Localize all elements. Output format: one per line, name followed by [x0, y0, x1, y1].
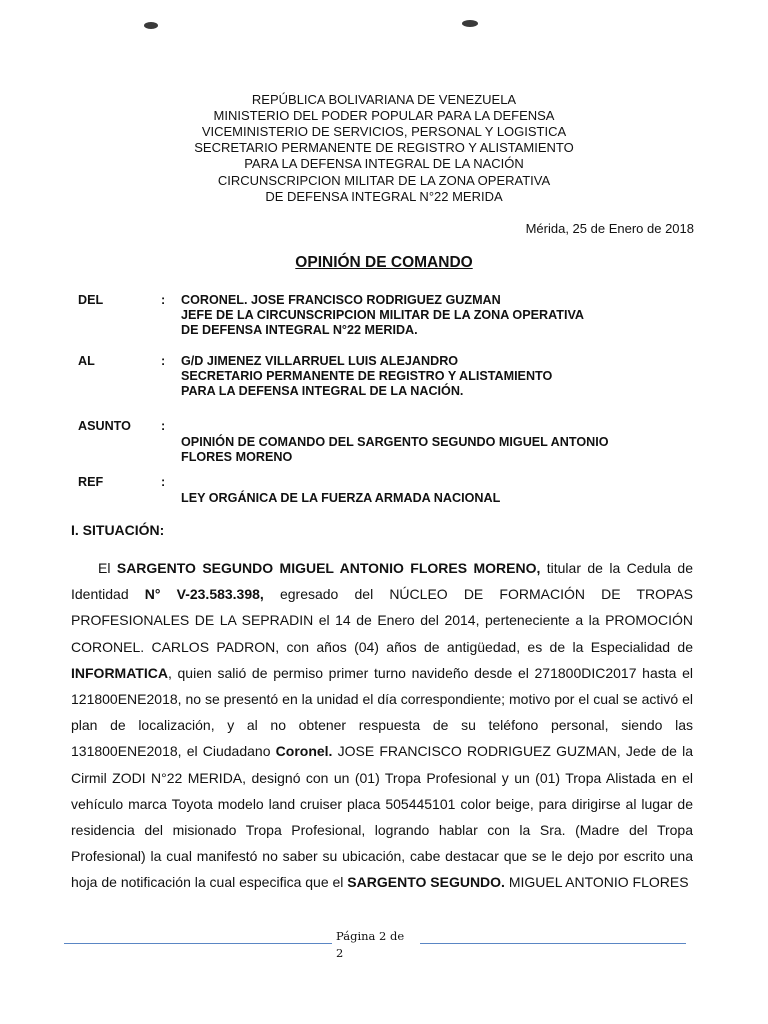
- paragraph-text: titular de la Cedula de Identidad: [71, 560, 693, 603]
- paragraph-bold: SARGENTO SEGUNDO.: [347, 874, 505, 891]
- paragraph-text: MIGUEL ANTONIO FLORES: [504, 874, 689, 891]
- header-line-7: DE DEFENSA INTEGRAL N°22 MERIDA: [265, 189, 503, 204]
- scan-speck: [462, 20, 478, 27]
- header-line-1: REPÚBLICA BOLIVARIANA DE VENEZUELA: [251, 92, 517, 107]
- paragraph-bold: N° V-23.583.398,: [144, 586, 264, 603]
- paragraph-bold: Coronel.: [275, 743, 333, 760]
- page-number: [336, 928, 416, 962]
- paragraph-bold: SARGENTO SEGUNDO MIGUEL ANTONIO FLORES MORENO,: [116, 560, 541, 576]
- page-number-line: Página 2 de: [336, 929, 405, 943]
- field-value-del: [181, 293, 661, 338]
- paragraph-text: , quien salió de permiso primer turno navideño desde el 271800DIC2017 hasta el 121800ENE2018, no se presentó en la unidad el día correspondiente; motivo por el cual se activó el plan de localización, y al no obtener respuesta de su teléfono personal, siendo las 131800ENE2018, el Ciudadano: [71, 664, 693, 760]
- field-value-line: LEY ORGÁNICA DE LA FUERZA ARMADA NACIONAL: [181, 491, 501, 505]
- header-line-2: MINISTERIO DEL PODER POPULAR PARA LA DEFENSA: [213, 108, 555, 123]
- field-label-al: AL: [78, 354, 95, 368]
- field-label-ref: REF: [78, 475, 104, 489]
- field-colon-al: :: [161, 354, 166, 368]
- scan-speck: [144, 22, 158, 29]
- field-value-al: [181, 354, 661, 399]
- paragraph-bold: INFORMATICA: [71, 664, 168, 681]
- field-value-line: FLORES MORENO: [181, 450, 293, 464]
- field-label-del: DEL: [78, 293, 104, 307]
- field-value-ref: [181, 491, 661, 506]
- section-title-situacion: I. SITUACIÓN:: [71, 522, 165, 538]
- paragraph-text: egresado del NÚCLEO DE FORMACIÓN DE TROPAS PROFESIONALES DE LA SEPRADIN el 14 de Enero del 2014, perteneciente a la PROMOCIÓN CORONEL. CARLOS PADRON, con años (04) años de antigüedad, es de la Especialidad de: [71, 586, 693, 655]
- field-value-line: OPINIÓN DE COMANDO DEL SARGENTO SEGUNDO MIGUEL ANTONIO: [181, 435, 609, 449]
- footer-rule-right: [420, 943, 686, 944]
- header-line-4: SECRETARIO PERMANENTE DE REGISTRO Y ALISTAMIENTO: [194, 140, 574, 155]
- page-number-line: 2: [336, 946, 344, 960]
- header-line-3: VICEMINISTERIO DE SERVICIOS, PERSONAL Y LOGISTICA: [201, 124, 567, 139]
- document-date: Mérida, 25 de Enero de 2018: [525, 221, 694, 236]
- header-line-6: CIRCUNSCRIPCION MILITAR DE LA ZONA OPERATIVA: [217, 173, 551, 188]
- field-label-asunto: ASUNTO: [78, 419, 131, 433]
- field-value-line: CORONEL. JOSE FRANCISCO RODRIGUEZ GUZMAN: [181, 293, 501, 307]
- document-title: OPINIÓN DE COMANDO: [295, 254, 473, 271]
- field-colon-asunto: :: [161, 419, 166, 433]
- paragraph-text: JOSE FRANCISCO RODRIGUEZ GUZMAN, Jede de la Cirmil ZODI N°22 MERIDA, designó con un (01) Tropa Profesional y un (01) Tropa Alistada en el vehículo marca Toyota modelo land cruiser placa 505445101 color beige, para dirigirse al lugar de residencia del misionado Tropa Profesional, logrando hablar con la Sra. (Madre del Tropa Profesional) la cual manifestó no saber su ubicación, cabe destacar que se le dejo por escrito una hoja de notificación la cual especifica que el: [71, 743, 693, 891]
- body-paragraph: [71, 555, 693, 896]
- field-value-line: G/D JIMENEZ VILLARRUEL LUIS ALEJANDRO: [181, 354, 459, 368]
- paragraph-text: El: [98, 560, 117, 576]
- field-value-line: SECRETARIO PERMANENTE DE REGISTRO Y ALISTAMIENTO: [181, 369, 553, 383]
- field-colon-ref: :: [161, 475, 166, 489]
- field-value-asunto: [181, 435, 661, 465]
- field-colon-del: :: [161, 293, 166, 307]
- footer-rule-left: [64, 943, 332, 944]
- header-line-5: PARA LA DEFENSA INTEGRAL DE LA NACIÓN: [244, 156, 524, 171]
- field-value-line: PARA LA DEFENSA INTEGRAL DE LA NACIÓN.: [181, 384, 464, 398]
- field-value-line: DE DEFENSA INTEGRAL N°22 MERIDA.: [181, 323, 418, 337]
- field-value-line: JEFE DE LA CIRCUNSCRIPCION MILITAR DE LA ZONA OPERATIVA: [181, 308, 585, 322]
